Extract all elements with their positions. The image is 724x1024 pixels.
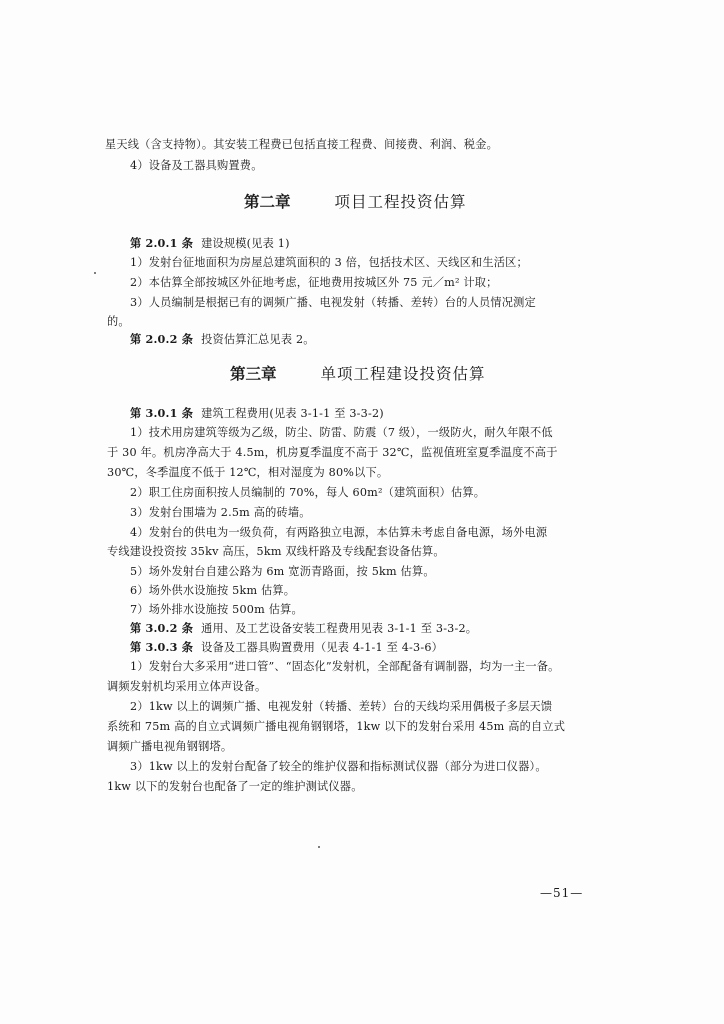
chapter-heading	[230, 364, 486, 384]
chapter-title: 单项工程建设投资估算	[320, 365, 486, 383]
article-text: 建筑工程费用(见表 3-1-1 至 3-3-2)	[201, 407, 384, 420]
article-line	[130, 621, 477, 636]
list-item: 1）发射台征地面积为房屋总建筑面积的 3 倍，包括技术区、天线区和生活区；	[130, 256, 528, 269]
article-text: 通用、及工艺设备安装工程费用见表 3-1-1 至 3-3-2。	[201, 622, 478, 635]
article-label: 第 2.0.2 条	[130, 332, 194, 346]
list-item: 系统和 75m 高的自立式调频广播电视角钢钢塔，1kw 以下的发射台采用 45m 高的自立式	[107, 720, 566, 733]
list-item: 3）人员编制是根据已有的调频广播、电视发射（转播、差转）台的人员情况测定	[130, 296, 536, 309]
list-item: 3）1kw 以上的发射台配备了较全的维护仪器和指标测试仪器（部分为进口仪器）。	[130, 760, 547, 773]
list-item: 于 30 年。机房净高大于 4.5m，机房夏季温度不高于 32℃，监视值班室夏季温度不高于	[107, 446, 558, 459]
article-line	[130, 406, 384, 421]
scan-speck	[94, 272, 96, 274]
list-item: 2）本估算全部按城区外征地考虑，征地费用按城区外 75 元／m² 计取；	[130, 276, 498, 289]
article-text: 建设规模(见表 1)	[201, 237, 290, 250]
list-item: 6）场外供水设施按 5km 估算。	[130, 584, 296, 597]
chapter-title: 项目工程投资估算	[334, 193, 467, 211]
list-item: 调频发射机均采用立体声设备。	[107, 680, 267, 693]
list-item: 的。	[107, 315, 130, 328]
list-item: 2）1kw 以上的调频广播、电视发射（转播、差转）台的天线均采用偶极子多层天馈	[130, 700, 553, 713]
list-item: 5）场外发射台自建公路为 6m 宽沥青路面，按 5km 估算。	[130, 565, 435, 578]
page-number: —51—	[540, 886, 584, 900]
list-item: 1）发射台大多采用“进口管”、“固态化”发射机，全部配备有调制器，均为一主一备。	[130, 660, 560, 673]
list-item: 调频广播电视角钢钢塔。	[107, 740, 233, 753]
list-item: 2）职工住房面积按人员编制的 70%，每人 60m²（建筑面积）估算。	[130, 486, 486, 499]
article-label: 第 2.0.1 条	[130, 236, 194, 250]
article-text: 设备及工器具购置费用（见表 4-1-1 至 4-3-6）	[201, 641, 444, 654]
article-label: 第 3.0.2 条	[130, 621, 194, 635]
article-label: 第 3.0.1 条	[130, 406, 194, 420]
article-label: 第 3.0.3 条	[130, 640, 194, 654]
chapter-number: 第二章	[244, 192, 291, 211]
list-item: 1kw 以下的发射台也配备了一定的维护测试仪器。	[107, 780, 363, 793]
list-item: 1）技术用房建筑等级为乙级，防尘、防雷、防震（7 级），一级防火，耐久年限不低	[130, 426, 553, 439]
list-item: 3）发射台围墙为 2.5m 高的砖墙。	[130, 506, 311, 519]
list-item: 7）场外排水设施按 500m 估算。	[130, 603, 303, 616]
list-item: 专线建设投资按 35kv 高压，5km 双线杆路及专线配套设备估算。	[107, 545, 445, 558]
list-item: 30℃，冬季温度不低于 12℃，相对湿度为 80%以下。	[107, 466, 389, 479]
scan-speck	[318, 846, 320, 848]
chapter-heading	[244, 192, 467, 212]
chapter-number: 第三章	[230, 364, 277, 383]
article-line	[130, 640, 443, 655]
article-line	[130, 332, 315, 347]
text-line: 星天线（含支持物）。其安装工程费已包括直接工程费、间接费、利润、税金。	[105, 138, 498, 151]
text-line: 4）设备及工器具购置费。	[130, 159, 263, 172]
article-line	[130, 236, 290, 251]
list-item: 4）发射台的供电为一级负荷，有两路独立电源，本估算未考虑自备电源，场外电源	[130, 526, 548, 539]
article-text: 投资估算汇总见表 2。	[201, 333, 315, 346]
